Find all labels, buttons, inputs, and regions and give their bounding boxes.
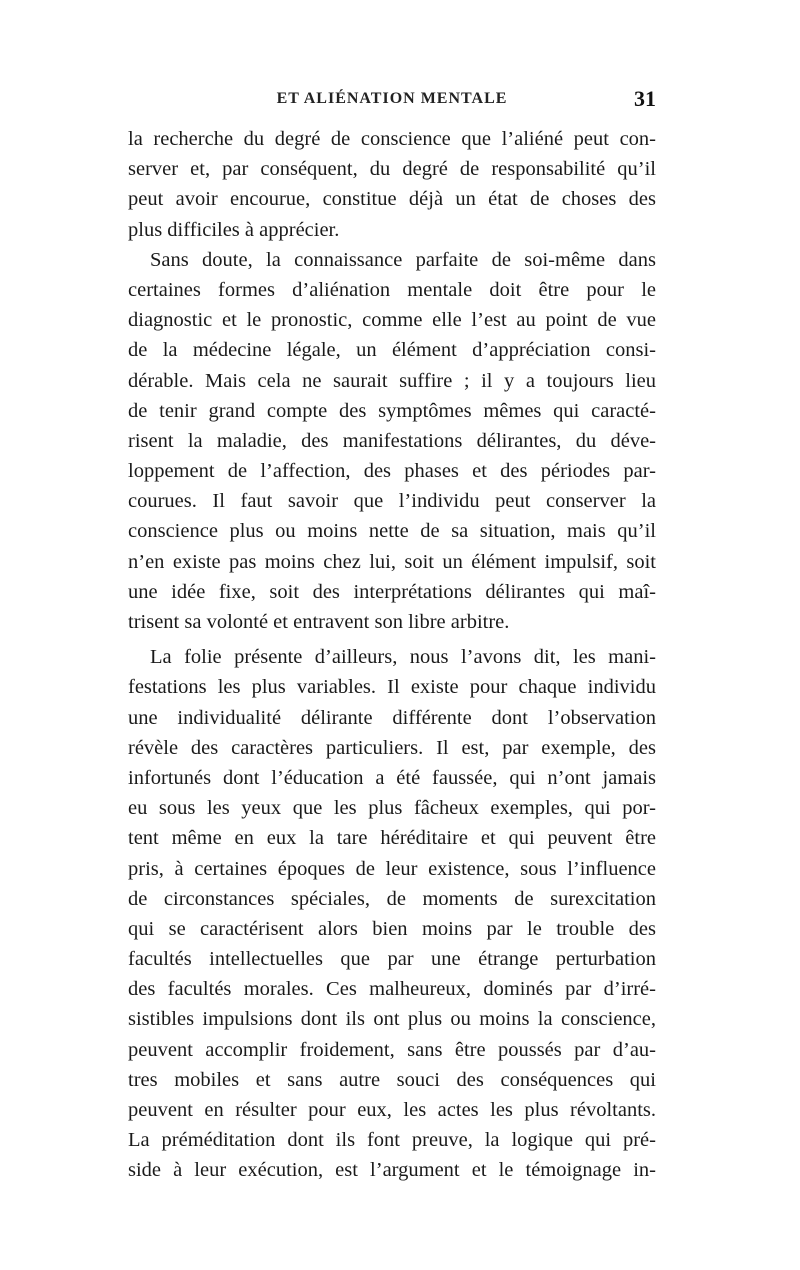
text-line: server et, par conséquent, du degré de responsabilité qu’il [128, 158, 656, 181]
text-line: dérable. Mais cela ne saurait suffire ; il y a toujours lieu [128, 369, 656, 392]
text-line: une individualité délirante différente dont l’observation [128, 706, 656, 729]
text-line: n’en existe pas moins chez lui, soit un élément impulsif, soit [128, 550, 656, 573]
text-line: festations les plus variables. Il existe pour chaque individu [128, 676, 656, 699]
text-line: qui se caractérisent alors bien moins par le trouble des [128, 917, 656, 940]
text-line: loppement de l’affection, des phases et des périodes par- [128, 460, 656, 483]
text-line: de tenir grand compte des symptômes mêmes qui caracté- [128, 399, 656, 422]
text-line: de la médecine légale, un élément d’appréciation consi- [128, 339, 656, 362]
text-line: peuvent en résulter pour eux, les actes les plus révoltants. [128, 1099, 656, 1121]
page-number: 31 [634, 86, 656, 111]
text-line: la recherche du degré de conscience que l’aliéné peut con- [128, 128, 656, 150]
text-line: tent même en eux la tare héréditaire et qui peuvent être [128, 827, 656, 850]
text-line: de circonstances spéciales, de moments de surexcitation [128, 887, 656, 910]
text-line: facultés intellectuelles que par une étrange perturbation [128, 948, 656, 971]
text-line: une idée fixe, soit des interprétations délirantes qui maî- [128, 580, 656, 603]
text-line: side à leur exécution, est l’argument et le témoignage in- [128, 1159, 656, 1182]
text-line: révèle des caractères particuliers. Il est, par exemple, des [128, 736, 656, 759]
text-line: peuvent accomplir froidement, sans être poussés par d’au- [128, 1038, 656, 1061]
text-line: peut avoir encourue, constitue déjà un état de choses des [128, 188, 656, 211]
text-line: trisent sa volonté et entravent son libre arbitre. [128, 611, 510, 633]
body-text [128, 124, 656, 1186]
text-line: plus difficiles à apprécier. [128, 218, 340, 241]
text-line: eu sous les yeux que les plus fâcheux exemples, qui por- [128, 797, 656, 820]
text-line: sistibles impulsions dont ils ont plus ou moins la conscience, [128, 1008, 656, 1031]
paragraph-start-line: La folie présente d’ailleurs, nous l’avons dit, les mani- [150, 646, 656, 669]
running-title: ET ALIÉNATION MENTALE [276, 90, 508, 107]
running-head [128, 86, 656, 120]
text-line: conscience plus ou moins nette de sa situation, mais qu’il [128, 520, 656, 543]
text-line: certaines formes d’aliénation mentale doit être pour le [128, 278, 656, 301]
text-line: diagnostic et le pronostic, comme elle l’est au point de vue [128, 309, 656, 332]
text-line: infortunés dont l’éducation a été faussée, qui n’ont jamais [128, 766, 656, 789]
paragraph-start-line: Sans doute, la connaissance parfaite de soi-même dans [150, 248, 656, 271]
text-line: des facultés morales. Ces malheureux, dominés par d’irré- [128, 978, 656, 1001]
text-line: risent la maladie, des manifestations délirantes, du déve- [128, 429, 656, 452]
text-line: La préméditation dont ils font preuve, la logique qui pré- [128, 1129, 656, 1152]
text-line: tres mobiles et sans autre souci des conséquences qui [128, 1068, 656, 1091]
text-line: pris, à certaines époques de leur existence, sous l’influence [128, 857, 656, 880]
text-line: courues. Il faut savoir que l’individu peut conserver la [128, 490, 656, 513]
